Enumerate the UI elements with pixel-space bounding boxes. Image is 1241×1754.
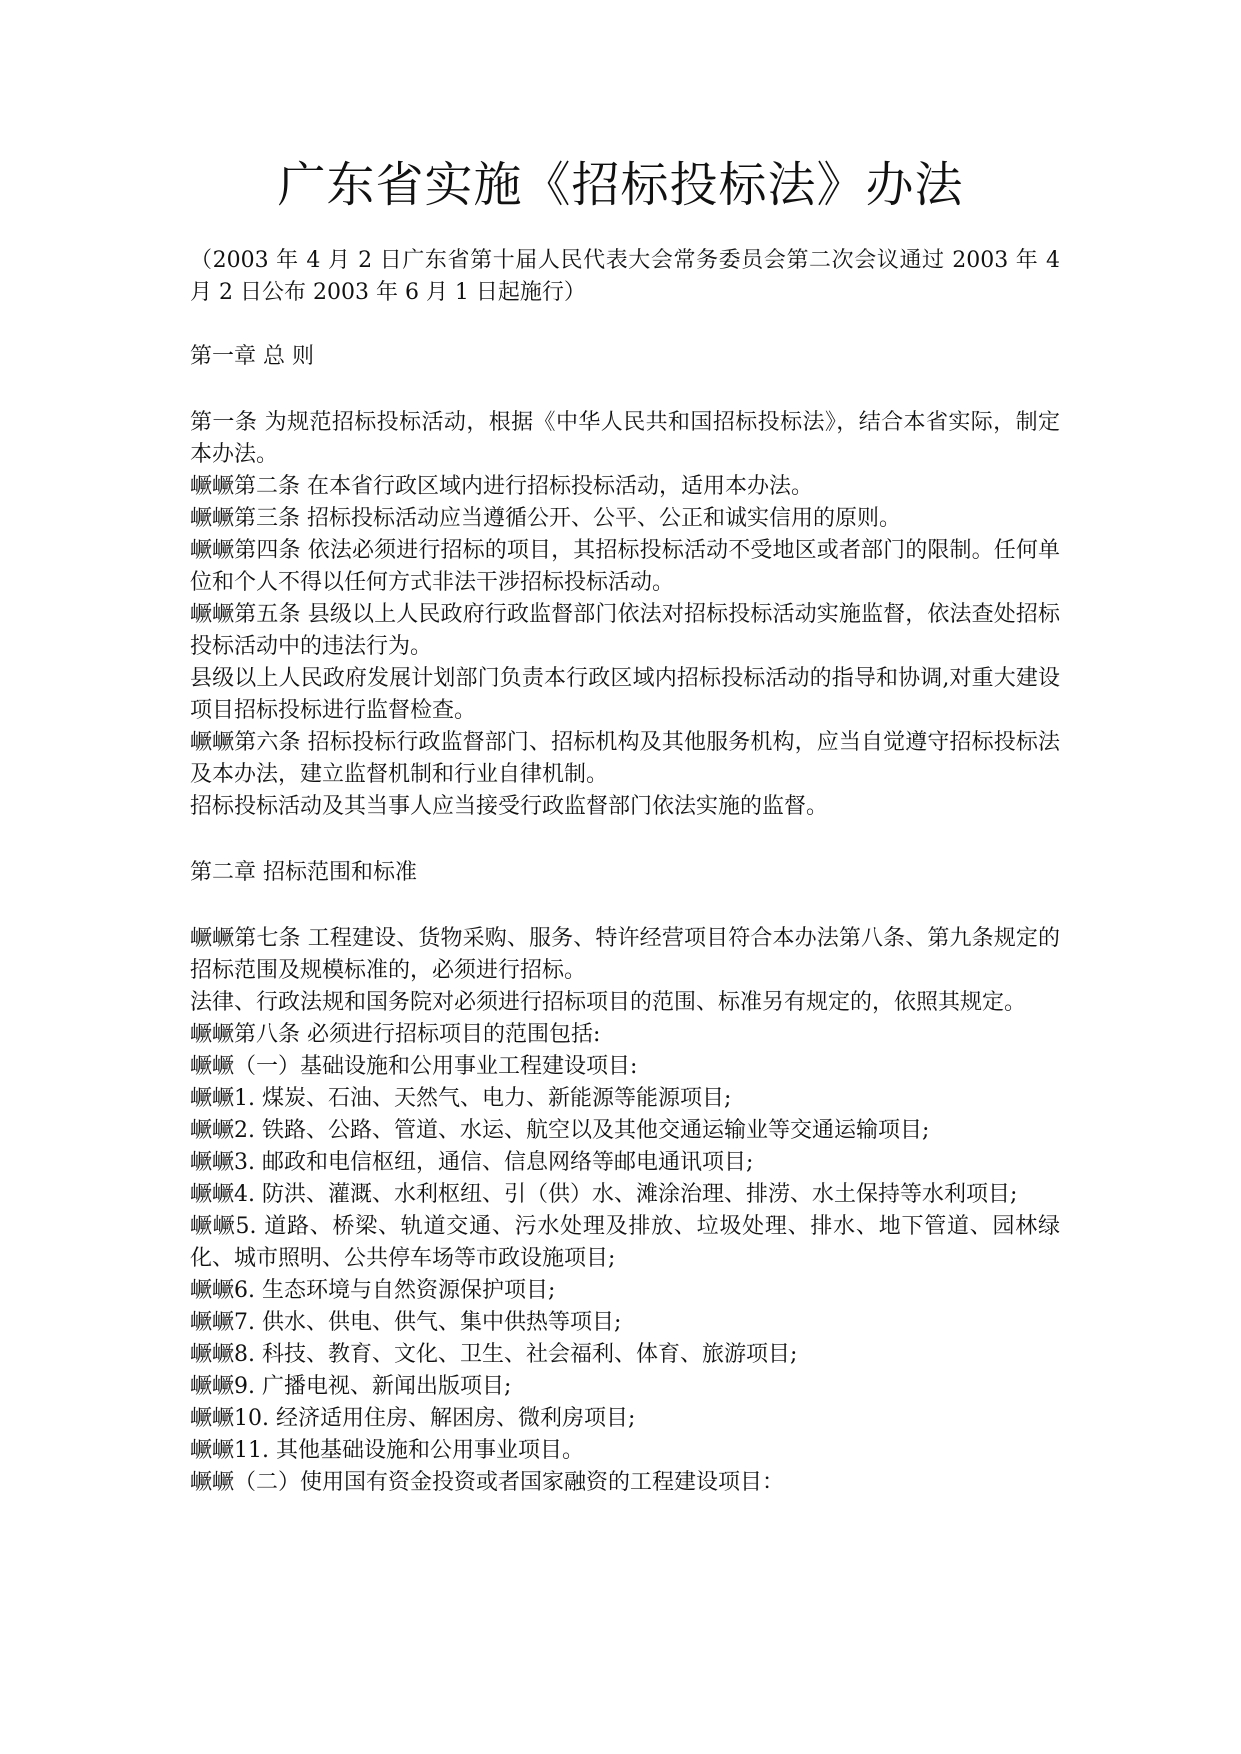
article-5: 嶥嶥第五条 县级以上人民政府行政监督部门依法对招标投标活动实施监督，依法查处招标投标活动中的违法行为。	[190, 602, 1060, 659]
document-title: 广东省实施《招标投标法》办法	[277, 157, 964, 213]
article-2: 嶥嶥第二条 在本省行政区域内进行招标投标活动，适用本办法。	[190, 474, 813, 499]
article-3: 嶥嶥第三条 招标投标活动应当遵循公开、公平、公正和诚实信用的原则。	[190, 506, 901, 531]
article-8-item-1-10: 嶥嶥10. 经济适用住房、解困房、微利房项目;	[190, 1406, 636, 1431]
article-6-paragraph-2: 招标投标活动及其当事人应当接受行政监督部门依法实施的监督。	[190, 794, 829, 819]
article-8: 嶥嶥第八条 必须进行招标项目的范围包括:	[190, 1022, 601, 1047]
article-8-item-1-5: 嶥嶥5. 道路、桥梁、轨道交通、污水处理及排放、垃圾处理、排水、地下管道、园林绿化、城市照明、公共停车场等市政设施项目;	[190, 1214, 1060, 1271]
article-6: 嶥嶥第六条 招标投标行政监督部门、招标机构及其他服务机构，应当自觉遵守招标投标法及本办法，建立监督机制和行业自律机制。	[190, 730, 1060, 787]
article-7-paragraph-2: 法律、行政法规和国务院对必须进行招标项目的范围、标准另有规定的，依照其规定。	[190, 990, 1027, 1015]
article-8-item-1-6: 嶥嶥6. 生态环境与自然资源保护项目;	[190, 1278, 556, 1303]
article-7: 嶥嶥第七条 工程建设、货物采购、服务、特许经营项目符合本办法第八条、第九条规定的招标范围及规模标准的，必须进行招标。	[190, 926, 1060, 983]
article-8-item-1-2: 嶥嶥2. 铁路、公路、管道、水运、航空以及其他交通运输业等交通运输项目;	[190, 1118, 930, 1143]
article-5-paragraph-2: 县级以上人民政府发展计划部门负责本行政区域内招标投标活动的指导和协调,对重大建设项目招标投标进行监督检查。	[190, 666, 1060, 723]
article-8-item-2: 嶥嶥（二）使用国有资金投资或者国家融资的工程建设项目：	[190, 1470, 785, 1495]
article-8-item-1-9: 嶥嶥9. 广播电视、新闻出版项目;	[190, 1374, 512, 1399]
article-8-item-1-1: 嶥嶥1. 煤炭、石油、天然气、电力、新能源等能源项目;	[190, 1086, 732, 1111]
chapter-2-heading: 第二章 招标范围和标准	[190, 860, 417, 885]
article-8-item-1-4: 嶥嶥4. 防洪、灌溉、水利枢纽、引（供）水、滩涂治理、排涝、水土保持等水利项目;	[190, 1182, 1018, 1207]
article-8-item-1-8: 嶥嶥8. 科技、教育、文化、卫生、社会福利、体育、旅游项目;	[190, 1342, 798, 1367]
article-8-item-1: 嶥嶥（一）基础设施和公用事业工程建设项目:	[190, 1054, 638, 1079]
article-8-item-1-11: 嶥嶥11. 其他基础设施和公用事业项目。	[190, 1438, 584, 1463]
article-1: 第一条 为规范招标投标活动，根据《中华人民共和国招标投标法》，结合本省实际，制定本办法。	[190, 410, 1060, 467]
article-8-item-1-7: 嶥嶥7. 供水、供电、供气、集中供热等项目;	[190, 1310, 622, 1335]
article-8-item-1-3: 嶥嶥3. 邮政和电信枢纽，通信、信息网络等邮电通讯项目;	[190, 1150, 754, 1175]
chapter-1-heading: 第一章 总 则	[190, 344, 314, 369]
enactment-note: （2003 年 4 月 2 日广东省第十届人民代表大会常务委员会第二次会议通过 2003 年 4 月 2 日公布 2003 年 6 月 1 日起施行）	[190, 248, 1060, 305]
document-body	[190, 245, 1060, 1499]
article-4: 嶥嶥第四条 依法必须进行招标的项目，其招标投标活动不受地区或者部门的限制。任何单位和个人不得以任何方式非法干涉招标投标活动。	[190, 538, 1060, 595]
